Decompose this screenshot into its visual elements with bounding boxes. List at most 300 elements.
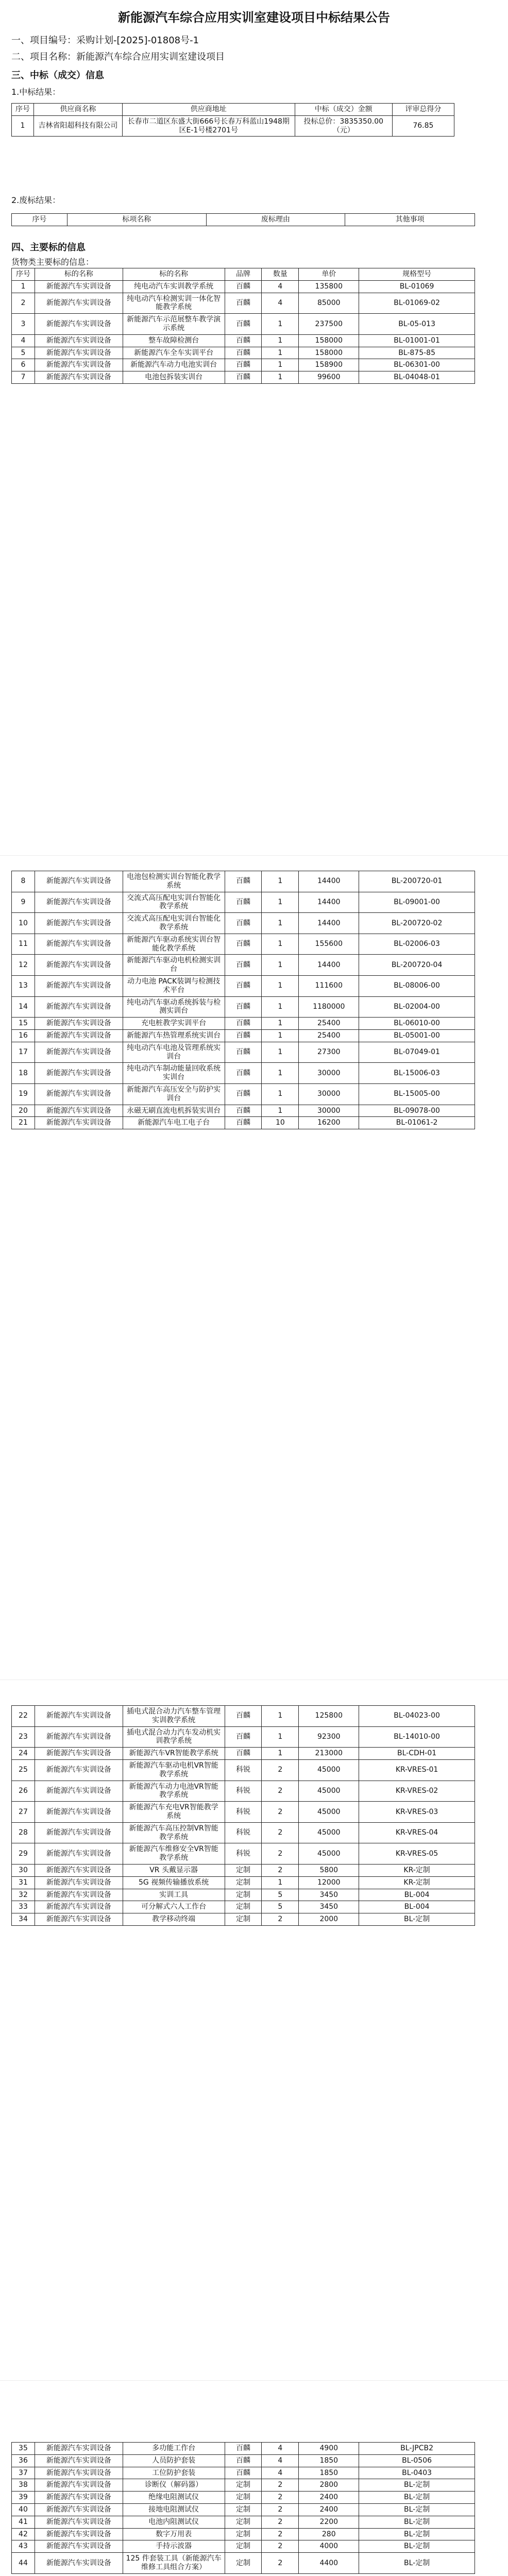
table-cell: 4900 bbox=[299, 2443, 359, 2455]
table-cell: 213000 bbox=[299, 1748, 359, 1760]
table-cell: 3450 bbox=[299, 1901, 359, 1913]
table-cell: 新能源汽车实训设备 bbox=[35, 1748, 123, 1760]
table-cell: 43 bbox=[12, 2540, 35, 2553]
goods-table-body bbox=[12, 2443, 475, 2574]
table-header: 其他事项 bbox=[345, 214, 475, 226]
table-row bbox=[12, 2503, 475, 2516]
table-cell: 百麟 bbox=[225, 2467, 262, 2479]
table-cell: 1 bbox=[262, 955, 299, 976]
table-cell: 16 bbox=[12, 1029, 35, 1042]
table-cell: 44 bbox=[12, 2553, 35, 2574]
table-cell: 交流式高压配电实训台智能化教学系统 bbox=[123, 913, 225, 934]
table-cell: 39 bbox=[12, 2492, 35, 2504]
table-cell: 新能源汽车实训设备 bbox=[35, 871, 123, 892]
table-cell: 新能源汽车驱动系统实训台智能化教学系统 bbox=[123, 934, 225, 955]
table-row bbox=[12, 1864, 475, 1876]
table-cell: 22 bbox=[12, 1706, 35, 1727]
table-row bbox=[12, 996, 475, 1018]
table-cell: 155600 bbox=[299, 934, 359, 955]
table-cell: 2 bbox=[262, 2540, 299, 2553]
table-cell: BL-05-013 bbox=[359, 314, 475, 335]
table-cell: 45000 bbox=[299, 1822, 359, 1843]
table-cell: 1 bbox=[262, 871, 299, 892]
table-cell: BL-200720-04 bbox=[359, 955, 475, 976]
table-cell: 插电式混合动力汽车整车管理实训教学系统 bbox=[123, 1706, 225, 1727]
table-cell: 新能源汽车实训设备 bbox=[35, 371, 123, 384]
table-cell: 百麟 bbox=[225, 871, 262, 892]
table-cell: 4 bbox=[262, 2443, 299, 2455]
table-cell: 2 bbox=[262, 2492, 299, 2504]
table-cell: 新能源汽车实训设备 bbox=[35, 1726, 123, 1748]
table-row bbox=[12, 892, 475, 913]
table-cell: 45000 bbox=[299, 1802, 359, 1823]
table-cell: 1 bbox=[262, 314, 299, 335]
table-row bbox=[12, 1748, 475, 1760]
table-header: 单价 bbox=[299, 268, 359, 281]
table-cell: 2 bbox=[262, 1864, 299, 1876]
table-cell: 百麟 bbox=[225, 1029, 262, 1042]
table-cell: 3450 bbox=[299, 1889, 359, 1901]
goods-table-3 bbox=[11, 1705, 475, 1926]
table-cell: 30000 bbox=[299, 1105, 359, 1117]
table-cell: 新能源汽车实训设备 bbox=[35, 1913, 123, 1926]
table-cell: 新能源汽车实训设备 bbox=[35, 2443, 123, 2455]
table-cell: 百麟 bbox=[225, 280, 262, 293]
failed-bid-heading: 2.废标结果： bbox=[11, 195, 61, 205]
table-row bbox=[12, 1802, 475, 1823]
table-cell: BL-定制 bbox=[359, 2503, 475, 2516]
table-row bbox=[12, 1083, 475, 1105]
table-cell: 158000 bbox=[299, 334, 359, 347]
table-header: 序号 bbox=[12, 214, 67, 226]
table-cell: 新能源汽车实训设备 bbox=[35, 1889, 123, 1901]
table-cell: 9 bbox=[12, 892, 35, 913]
table-cell: 新能源汽车驱动电机VR智能教学系统 bbox=[123, 1759, 225, 1781]
table-cell: 1 bbox=[262, 1105, 299, 1117]
table-cell: 新能源汽车实训设备 bbox=[35, 334, 123, 347]
table-cell: 1 bbox=[262, 975, 299, 996]
table-cell: BL-CDH-01 bbox=[359, 1748, 475, 1760]
table-cell: 38 bbox=[12, 2479, 35, 2492]
table-cell: 1 bbox=[262, 1706, 299, 1727]
table-cell: 17 bbox=[12, 1042, 35, 1063]
table-cell: 新能源汽车实训设备 bbox=[35, 1864, 123, 1876]
table-cell: 百麟 bbox=[225, 2443, 262, 2455]
table-cell: 237500 bbox=[299, 314, 359, 335]
table-cell: BL-01069-02 bbox=[359, 293, 475, 314]
table-cell: 新能源汽车充电VR智能教学系统 bbox=[123, 1802, 225, 1823]
table-row bbox=[12, 2467, 475, 2479]
table-cell: 99600 bbox=[299, 371, 359, 384]
goods-table-4 bbox=[11, 2442, 475, 2574]
table-cell: 20 bbox=[12, 1105, 35, 1117]
table-cell: 新能源汽车实训设备 bbox=[35, 1876, 123, 1889]
table-cell: 125 件套装工具（新能源汽车维修工具组合方案） bbox=[123, 2553, 225, 2574]
table-cell: 纯电动汽车驱动系统拆装与检测实训台 bbox=[123, 996, 225, 1018]
table-row bbox=[12, 2540, 475, 2553]
table-header: 规格型号 bbox=[359, 268, 475, 281]
table-cell: 电池包拆装实训台 bbox=[123, 371, 225, 384]
table-cell: 4 bbox=[262, 293, 299, 314]
table-cell: 6 bbox=[12, 359, 35, 371]
table-cell: 多功能工作台 bbox=[123, 2443, 225, 2455]
table-cell: 1 bbox=[262, 913, 299, 934]
table-cell: 新能源汽车实训设备 bbox=[35, 1759, 123, 1781]
table-cell: 新能源汽车实训设备 bbox=[35, 280, 123, 293]
table-cell: 125800 bbox=[299, 1706, 359, 1727]
table-cell: 百麟 bbox=[225, 996, 262, 1018]
table-cell: 百麟 bbox=[225, 892, 262, 913]
page-title: 新能源汽车综合应用实训室建设项目中标结果公告 bbox=[118, 10, 390, 25]
table-cell: BL-定制 bbox=[359, 2479, 475, 2492]
table-cell: 新能源汽车动力电池实训台 bbox=[123, 359, 225, 371]
table-row bbox=[12, 1759, 475, 1781]
table-cell: KR-VRES-03 bbox=[359, 1802, 475, 1823]
table-cell: BL-定制 bbox=[359, 1913, 475, 1926]
table-cell: 1 bbox=[262, 1063, 299, 1084]
table-cell: 2 bbox=[262, 2553, 299, 2574]
table-cell: 280 bbox=[299, 2528, 359, 2540]
table-cell: 吉林省阳超科技有限公司 bbox=[33, 115, 122, 137]
table-row bbox=[12, 1781, 475, 1802]
table-row bbox=[12, 1822, 475, 1843]
table-cell: 科锐 bbox=[225, 1843, 262, 1865]
table-row bbox=[12, 1913, 475, 1926]
table-cell: 新能源汽车电工电子台 bbox=[123, 1117, 225, 1129]
table-cell: 12 bbox=[12, 955, 35, 976]
table-cell: 新能源汽车维修安全VR智能教学系统 bbox=[123, 1843, 225, 1865]
table-cell: 新能源汽车实训设备 bbox=[35, 892, 123, 913]
table-header: 品牌 bbox=[225, 268, 262, 281]
table-cell: 4 bbox=[262, 2454, 299, 2467]
table-cell: 新能源汽车实训设备 bbox=[35, 996, 123, 1018]
table-cell: 新能源汽车实训设备 bbox=[35, 975, 123, 996]
table-row bbox=[12, 975, 475, 996]
table-cell: 16200 bbox=[299, 1117, 359, 1129]
winning-result-heading: 1.中标结果： bbox=[11, 87, 61, 97]
table-row bbox=[12, 1901, 475, 1913]
table-cell: 工位防护套装 bbox=[123, 2467, 225, 2479]
table-row bbox=[12, 871, 475, 892]
table-cell: 百麟 bbox=[225, 1117, 262, 1129]
table-row bbox=[12, 1876, 475, 1889]
table-cell: 30000 bbox=[299, 1083, 359, 1105]
table-cell: 绝缘电阻测试仪 bbox=[123, 2492, 225, 2504]
goods-table-body bbox=[12, 1706, 475, 1926]
table-row bbox=[12, 1042, 475, 1063]
table-cell: 21 bbox=[12, 1117, 35, 1129]
table-cell: BL-02006-03 bbox=[359, 934, 475, 955]
table-cell: 新能源汽车实训设备 bbox=[35, 1901, 123, 1913]
table-cell: KR-VRES-01 bbox=[359, 1759, 475, 1781]
table-cell: 2 bbox=[262, 1781, 299, 1802]
table-cell: 新能源汽车实训设备 bbox=[35, 2528, 123, 2540]
table-cell: 纯电动汽车制动能量回收系统实训台 bbox=[123, 1063, 225, 1084]
table-cell: BL-定制 bbox=[359, 2492, 475, 2504]
table-row bbox=[12, 1018, 475, 1030]
table-cell: 30 bbox=[12, 1864, 35, 1876]
table-header: 废标理由 bbox=[206, 214, 345, 226]
table-cell: 新能源汽车全车实训平台 bbox=[123, 347, 225, 359]
table-cell: 1 bbox=[12, 280, 35, 293]
table-cell: 14400 bbox=[299, 892, 359, 913]
table-cell: 诊断仪（解码器） bbox=[123, 2479, 225, 2492]
table-cell: 新能源汽车实训设备 bbox=[35, 2516, 123, 2528]
table-row bbox=[12, 1029, 475, 1042]
table-row bbox=[12, 2492, 475, 2504]
table-cell: 1 bbox=[262, 334, 299, 347]
table-row bbox=[12, 1726, 475, 1748]
table-cell: 电池包检测实训台智能化教学系统 bbox=[123, 871, 225, 892]
table-cell: 新能源汽车VR智能教学系统 bbox=[123, 1748, 225, 1760]
table-header: 评审总得分 bbox=[392, 104, 454, 116]
table-cell: 2 bbox=[12, 293, 35, 314]
table-cell: 2800 bbox=[299, 2479, 359, 2492]
table-cell: 32 bbox=[12, 1889, 35, 1901]
failed-bid-table bbox=[11, 213, 475, 226]
table-cell: 1 bbox=[262, 1748, 299, 1760]
table-cell: 2 bbox=[262, 1822, 299, 1843]
table-cell: 新能源汽车实训设备 bbox=[35, 1083, 123, 1105]
table-cell: 教学移动终端 bbox=[123, 1913, 225, 1926]
table-cell: 定制 bbox=[225, 1913, 262, 1926]
table-row bbox=[12, 1063, 475, 1084]
table-header: 标的名称 bbox=[35, 268, 123, 281]
table-cell: BL-01001-01 bbox=[359, 334, 475, 347]
table-cell: 1 bbox=[262, 996, 299, 1018]
table-cell: 电池内阻测试仪 bbox=[123, 2516, 225, 2528]
table-cell: 百麟 bbox=[225, 347, 262, 359]
table-cell: 定制 bbox=[225, 2492, 262, 2504]
table-cell: 百麟 bbox=[225, 1063, 262, 1084]
page-divider bbox=[0, 2380, 508, 2381]
table-cell: 百麟 bbox=[225, 1042, 262, 1063]
table-cell: 百麟 bbox=[225, 359, 262, 371]
table-cell: 5 bbox=[12, 347, 35, 359]
table-cell: 新能源汽车实训设备 bbox=[35, 347, 123, 359]
table-cell: 新能源汽车热管理系统实训台 bbox=[123, 1029, 225, 1042]
table-cell: 百麟 bbox=[225, 1018, 262, 1030]
table-cell: BL-定制 bbox=[359, 2528, 475, 2540]
table-cell: BL-定制 bbox=[359, 2553, 475, 2574]
table-cell: 新能源汽车实训设备 bbox=[35, 2467, 123, 2479]
table-cell: 新能源汽车实训设备 bbox=[35, 359, 123, 371]
table-cell: 充电桩教学实训平台 bbox=[123, 1018, 225, 1030]
table-cell: BL-02004-00 bbox=[359, 996, 475, 1018]
table-cell: 4 bbox=[262, 2467, 299, 2479]
table-cell: 百麟 bbox=[225, 1105, 262, 1117]
table-cell: 定制 bbox=[225, 2553, 262, 2574]
table-cell: 新能源汽车高压控制VR智能教学系统 bbox=[123, 1822, 225, 1843]
table-cell: 18 bbox=[12, 1063, 35, 1084]
table-cell: 新能源汽车实训设备 bbox=[35, 2540, 123, 2553]
table-cell: 158900 bbox=[299, 359, 359, 371]
table-cell: 新能源汽车实训设备 bbox=[35, 293, 123, 314]
table-cell: KR-VRES-02 bbox=[359, 1781, 475, 1802]
table-row bbox=[12, 2443, 475, 2455]
table-cell: 135800 bbox=[299, 280, 359, 293]
table-cell: 1 bbox=[262, 1018, 299, 1030]
table-cell: BL-定制 bbox=[359, 2516, 475, 2528]
table-row bbox=[12, 314, 475, 335]
table-cell: 定制 bbox=[225, 1864, 262, 1876]
table-header: 供应商名称 bbox=[33, 104, 122, 116]
table-header: 供应商地址 bbox=[122, 104, 295, 116]
table-cell: 2 bbox=[262, 1802, 299, 1823]
table-cell: 新能源汽车高压安全与防护实训台 bbox=[123, 1083, 225, 1105]
table-cell: 11 bbox=[12, 934, 35, 955]
table-cell: 接地电阻测试仪 bbox=[123, 2503, 225, 2516]
table-cell: BL-004 bbox=[359, 1889, 475, 1901]
table-cell: 定制 bbox=[225, 2516, 262, 2528]
table-cell: 纯电动汽车实训教学系统 bbox=[123, 280, 225, 293]
table-row bbox=[12, 2454, 475, 2467]
winning-result-table bbox=[11, 103, 454, 137]
table-cell: 定制 bbox=[225, 1876, 262, 1889]
table-row bbox=[12, 1889, 475, 1901]
table-cell: 新能源汽车实训设备 bbox=[35, 1042, 123, 1063]
table-cell: 30000 bbox=[299, 1063, 359, 1084]
table-header: 中标（成交）金额 bbox=[295, 104, 392, 116]
table-cell: 百麟 bbox=[225, 1748, 262, 1760]
table-cell: 新能源汽车实训设备 bbox=[35, 314, 123, 335]
table-cell: 定制 bbox=[225, 2540, 262, 2553]
table-cell: 长春市二道区东盛大街666号长春万科蓝山1948期区E-1号楼2701号 bbox=[122, 115, 295, 137]
table-cell: 新能源汽车动力电池VR智能教学系统 bbox=[123, 1781, 225, 1802]
table-cell: 新能源汽车实训设备 bbox=[35, 1781, 123, 1802]
table-cell: 27300 bbox=[299, 1042, 359, 1063]
table-cell: 85000 bbox=[299, 293, 359, 314]
table-cell: 5G 视频传输播放系统 bbox=[123, 1876, 225, 1889]
table-cell: 百麟 bbox=[225, 1083, 262, 1105]
table-cell: BL-200720-02 bbox=[359, 913, 475, 934]
table-cell: 7 bbox=[12, 371, 35, 384]
table-cell: 26 bbox=[12, 1781, 35, 1802]
table-cell: 1 bbox=[262, 347, 299, 359]
table-cell: 1850 bbox=[299, 2467, 359, 2479]
table-cell: 新能源汽车实训设备 bbox=[35, 2479, 123, 2492]
table-row bbox=[12, 359, 475, 371]
table-cell: 2200 bbox=[299, 2516, 359, 2528]
section-4-heading: 四、主要标的信息 bbox=[11, 242, 86, 253]
table-cell: 新能源汽车实训设备 bbox=[35, 2553, 123, 2574]
table-cell: 人员防护套装 bbox=[123, 2454, 225, 2467]
table-cell: 百麟 bbox=[225, 934, 262, 955]
table-row bbox=[12, 1706, 475, 1727]
table-cell: 25400 bbox=[299, 1029, 359, 1042]
table-cell: BL-15005-00 bbox=[359, 1083, 475, 1105]
table-cell: 百麟 bbox=[225, 371, 262, 384]
table-cell: 插电式混合动力汽车发动机实训教学系统 bbox=[123, 1726, 225, 1748]
table-cell: KR-VRES-05 bbox=[359, 1843, 475, 1865]
table-cell: 新能源汽车实训设备 bbox=[35, 1063, 123, 1084]
table-cell: 14400 bbox=[299, 913, 359, 934]
table-cell: 定制 bbox=[225, 2503, 262, 2516]
table-cell: 百麟 bbox=[225, 975, 262, 996]
table-cell: 2 bbox=[262, 2503, 299, 2516]
table-cell: 实训工具 bbox=[123, 1889, 225, 1901]
table-cell: 2400 bbox=[299, 2492, 359, 2504]
table-cell: BL-04023-00 bbox=[359, 1706, 475, 1727]
table-cell: 15 bbox=[12, 1018, 35, 1030]
table-header: 数量 bbox=[262, 268, 299, 281]
table-cell: 科锐 bbox=[225, 1781, 262, 1802]
table-cell: 1 bbox=[262, 1083, 299, 1105]
table-cell: 35 bbox=[12, 2443, 35, 2455]
table-row bbox=[12, 347, 475, 359]
table-cell: 40 bbox=[12, 2503, 35, 2516]
table-cell: 45000 bbox=[299, 1781, 359, 1802]
table-row bbox=[12, 2479, 475, 2492]
table-cell: 定制 bbox=[225, 2528, 262, 2540]
table-cell: 1 bbox=[262, 1042, 299, 1063]
table-cell: 76.85 bbox=[392, 115, 454, 137]
table-cell: 新能源汽车实训设备 bbox=[35, 913, 123, 934]
goods-table-1 bbox=[11, 268, 475, 384]
table-row bbox=[12, 334, 475, 347]
table-cell: BL-09078-00 bbox=[359, 1105, 475, 1117]
table-cell: 新能源汽车实训设备 bbox=[35, 1018, 123, 1030]
table-cell: BL-07049-01 bbox=[359, 1042, 475, 1063]
table-cell: 百麟 bbox=[225, 334, 262, 347]
table-row bbox=[12, 2553, 475, 2574]
project-number: 一、项目编号：采购计划-[2025]-01808号-1 bbox=[11, 35, 199, 46]
table-cell: 5 bbox=[262, 1889, 299, 1901]
table-cell: 1 bbox=[262, 359, 299, 371]
page-divider bbox=[0, 855, 508, 856]
table-cell: BL-14010-00 bbox=[359, 1726, 475, 1748]
table-cell: BL-06301-00 bbox=[359, 359, 475, 371]
table-row bbox=[12, 1105, 475, 1117]
table-cell: BL-0403 bbox=[359, 2467, 475, 2479]
table-cell: BL-200720-01 bbox=[359, 871, 475, 892]
table-cell: 2 bbox=[262, 1913, 299, 1926]
table-cell: 数字万用表 bbox=[123, 2528, 225, 2540]
table-cell: 新能源汽车实训设备 bbox=[35, 1706, 123, 1727]
table-cell: 37 bbox=[12, 2467, 35, 2479]
table-cell: 2 bbox=[262, 2479, 299, 2492]
table-cell: 新能源汽车实训设备 bbox=[35, 1802, 123, 1823]
table-cell: 25 bbox=[12, 1759, 35, 1781]
table-cell: 36 bbox=[12, 2454, 35, 2467]
table-cell: 交流式高压配电实训台智能化教学系统 bbox=[123, 892, 225, 913]
table-header: 标的名称 bbox=[123, 268, 225, 281]
table-header: 序号 bbox=[12, 104, 34, 116]
table-cell: BL-定制 bbox=[359, 2540, 475, 2553]
table-cell: 投标总价：3835350.00（元） bbox=[295, 115, 392, 137]
table-cell: 42 bbox=[12, 2528, 35, 2540]
table-cell: BL-04048-01 bbox=[359, 371, 475, 384]
table-cell: 28 bbox=[12, 1822, 35, 1843]
table-cell: 新能源汽车实训设备 bbox=[35, 2503, 123, 2516]
table-cell: 12000 bbox=[299, 1876, 359, 1889]
table-cell: 111600 bbox=[299, 975, 359, 996]
table-row bbox=[12, 371, 475, 384]
table-cell: 新能源汽车实训设备 bbox=[35, 1105, 123, 1117]
table-cell: 纯电动汽车电池及管理系统实训台 bbox=[123, 1042, 225, 1063]
table-cell: 41 bbox=[12, 2516, 35, 2528]
table-row bbox=[12, 934, 475, 955]
table-cell: 新能源汽车实训设备 bbox=[35, 1843, 123, 1865]
table-cell: 34 bbox=[12, 1913, 35, 1926]
table-cell: 整车故障检测台 bbox=[123, 334, 225, 347]
table-cell: 92300 bbox=[299, 1726, 359, 1748]
table-cell: 可分解式六人工作台 bbox=[123, 1901, 225, 1913]
table-cell: 1180000 bbox=[299, 996, 359, 1018]
table-cell: 定制 bbox=[225, 2479, 262, 2492]
table-cell: 1 bbox=[262, 892, 299, 913]
table-cell: 1 bbox=[262, 1029, 299, 1042]
